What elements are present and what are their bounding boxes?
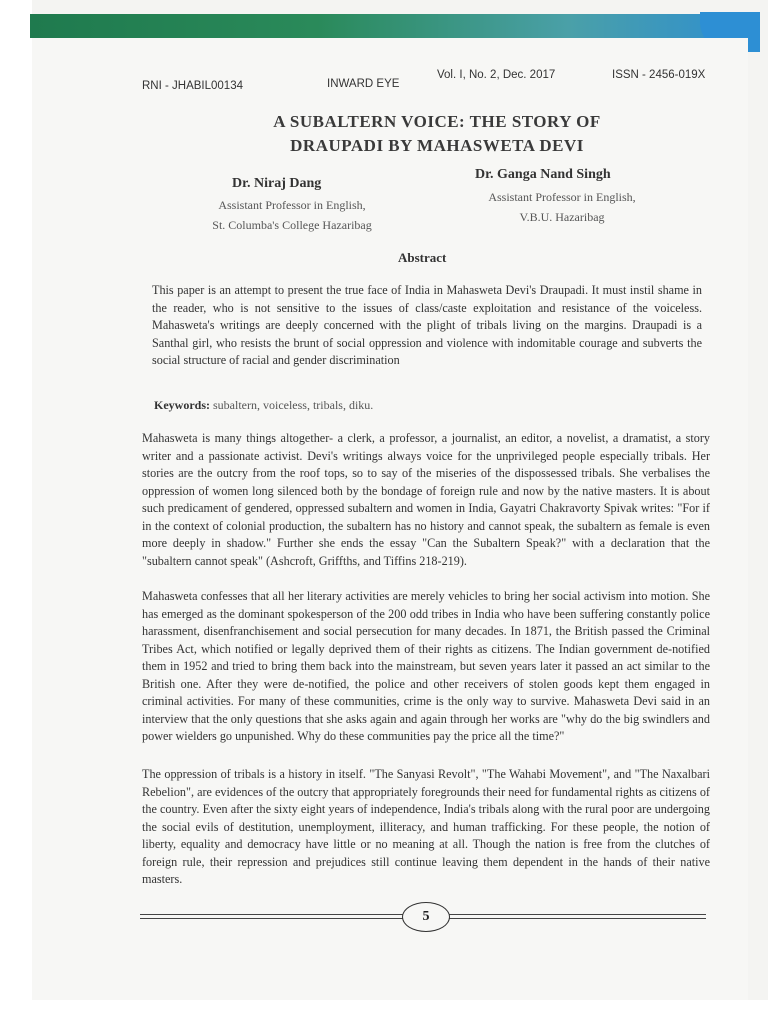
author-2-affiliation: V.B.U. Hazaribag [519,210,605,224]
author-1-affiliation: St. Columba's College Hazaribag [212,218,372,232]
body-paragraph-2: Mahasweta confesses that all her literary activities are merely vehicles to bring her social activism into motion. She has emerged as the dominant spokesperson of the 200 odd tribes in India who have been suffering constantly police harassment, disenfranchisement and social persecution for many decades. In 1871, the British passed the Criminal Tribes Act, which notified or legally deprived them of their rights as citizens. The Indian government de-notified them in 1952 and tried to bring them back into the mainstream, but seven years later it passed an act similar to the British one. After they were de-notified, the police and other receivers of stolen goods kept them engaged in criminal activities. For many of these communities, crime is the only way to survive. Mahasweta Devi said in an interview that the only questions that she asks again and again through her works are "why do the big swindlers and power wielders go unpunished. Why do these communities pay the price all the time?" [142,589,710,743]
issn-number: ISSN - 2456-019X [612,69,706,81]
journal-name: INWARD EYE [327,78,400,90]
abstract-heading: Abstract [398,250,447,265]
keywords-label: Keywords: [154,398,210,412]
page-number: 5 [402,902,450,932]
rni-number: RNI - JHABIL00134 [142,80,243,92]
body-paragraph-3: The oppression of tribals is a history in itself. "The Sanyasi Revolt", "The Wahabi Movement", and "The Naxalbari Rebelion", are evidences of the outcry that appropriately foregrounds their need for fundamental rights as citizens of the country. Even after the sixty eight years of independence, India's tribals along with the rural poor are undergoing the social evils of destitution, unemployment, illiteracy, and human trafficking. For these people, the notion of liberty, equality and democracy have little or no meaning at all. Though the nation is free from the clutches of foreign rule, their repression and prejudices still continue leaving them dependent in the hands of their native masters. [142,767,710,886]
abstract-text: This paper is an attempt to present the true face of India in Mahasweta Devi's Draupadi. It must instil shame in the reader, who is not sensitive to the issues of class/caste exploitation and resistance of the voiceless. Mahasweta's writings are deeply concerned with the plight of tribals living on the margins. Draupadi is a Santhal girl, who resists the brunt of social oppression and violence with indomitable courage and subverts the social structure of racial and gender discrimination [152,283,702,367]
author-1-name: Dr. Niraj Dang [232,176,322,191]
author-2-role: Assistant Professor in English, [488,190,636,204]
body-paragraph-1: Mahasweta is many things altogether- a clerk, a professor, a journalist, an editor, a novelist, a dramatist, a story writer and a passionate activist. Devi's writings always voice for the unprivileged people especially tribals. Her stories are the outcry from the roof tops, so to say of the miseries of the dispossessed tribals. She verbalises the oppression of women long silenced both by the bondage of foreign rule and now by the native masters. It is about such predicament of gendered, oppressed subaltern and women in India, Gayatri Chakravorty Spivak writes: "For if in the context of colonial production, the subaltern has no history and cannot speak, the subaltern as female is even more deeply in shadow." Further she ends the essay "Can the Subaltern Speak?" with a declaration that the "subaltern cannot speak" (Ashcroft, Griffths, and Tiffins 218-219). [142,431,710,568]
scan-background-left [0,0,32,1024]
keywords [154,398,373,413]
volume-info: Vol. I, No. 2, Dec. 2017 [437,69,556,81]
article-title-line-2: DRAUPADI BY MAHASWETA DEVI [290,136,584,155]
cover-edge-strip [30,14,748,38]
article-title-line-1: A SUBALTERN VOICE: THE STORY OF [273,112,601,131]
author-2-name: Dr. Ganga Nand Singh [475,167,611,182]
scan-background-bottom [0,1000,768,1024]
keywords-value: subaltern, voiceless, tribals, diku. [213,398,374,412]
journal-page [32,38,748,1000]
author-1-role: Assistant Professor in English, [218,198,366,212]
